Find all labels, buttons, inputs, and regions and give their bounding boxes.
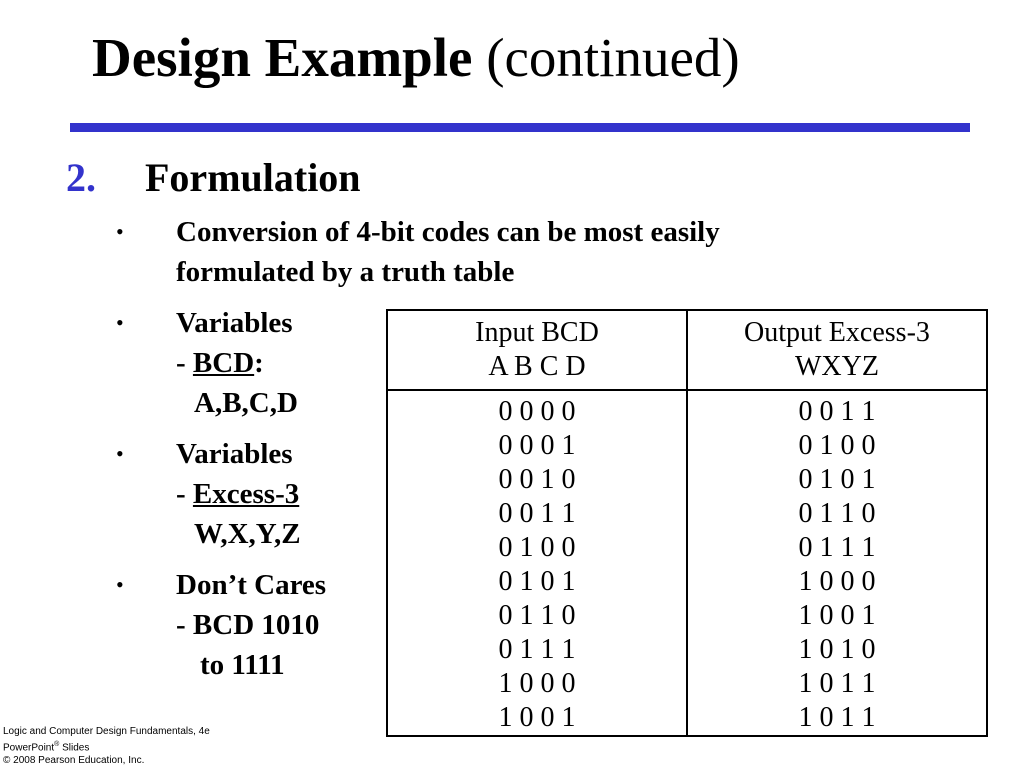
table-row [387, 599, 987, 633]
excess3-cell: 1 0 1 1 [798, 702, 876, 733]
section-title: Formulation [145, 155, 361, 200]
bcd-cell: 0 1 0 1 [387, 565, 687, 599]
bcd-cell: 0 0 1 1 [387, 497, 687, 531]
table-row [387, 667, 987, 701]
bcd-cell: 0 0 0 1 [387, 429, 687, 463]
footer-slides: Slides [59, 742, 90, 754]
header-output-excess3-line1: Output Excess-3 [744, 317, 930, 348]
table-row [387, 633, 987, 667]
slide-footer [3, 725, 210, 767]
bullet-bcd-line2 [176, 343, 298, 383]
excess3-cell: 1 0 1 0 [798, 634, 876, 665]
bullet-excess3-line1: Variables [176, 438, 293, 470]
slide-title-bold: Design Example [92, 27, 473, 88]
bullet-marker: • [116, 219, 124, 244]
bcd-cell: 1 0 0 1 [387, 701, 687, 736]
bullet-excess3-line3: W,X,Y,Z [194, 518, 301, 550]
header-output-excess3 [687, 310, 987, 390]
excess3-cell: 1 0 1 1 [798, 668, 876, 699]
bullet-bcd-variables [176, 303, 298, 423]
bullet-marker: • [116, 441, 124, 466]
excess3-term: Excess-3 [192, 478, 300, 510]
bullet-excess3-prefix: - [176, 478, 193, 510]
bcd-cell: 0 0 0 0 [387, 390, 687, 429]
table-row [387, 429, 987, 463]
footer-slides-label [3, 738, 210, 754]
footer-registered-mark: ® [54, 741, 60, 748]
bcd-cell: 0 1 1 1 [387, 633, 687, 667]
bullet-excess3-line2 [176, 474, 301, 514]
slide-title-continued: (continued) [486, 27, 740, 88]
bullet-marker: • [116, 310, 124, 335]
bullet-marker: • [116, 572, 124, 597]
bullet-dont-cares [176, 565, 326, 685]
bullet-bcd-line3: A,B,C,D [194, 387, 298, 419]
section-number: 2. [66, 155, 96, 200]
bullet-excess3-variables [176, 434, 301, 554]
bullet-dont-cares-line3: to 1111 [200, 649, 285, 681]
excess3-cell: 0 1 1 0 [798, 498, 876, 529]
excess3-cell: 0 1 1 1 [798, 532, 876, 563]
bullet-bcd-line1: Variables [176, 307, 293, 339]
slide-title [92, 22, 740, 94]
header-input-bcd-line1: Input BCD [475, 317, 599, 348]
table-row [387, 531, 987, 565]
excess3-cell: 0 0 1 1 [798, 396, 876, 427]
header-input-bcd-line2: A B C D [488, 351, 586, 382]
header-input-bcd [387, 310, 687, 390]
excess3-cell: 1 0 0 0 [798, 566, 876, 597]
bullet-conversion-line1: Conversion of 4-bit codes can be most easily [176, 216, 720, 248]
excess3-cell: 1 0 0 1 [798, 600, 876, 631]
truth-table-header-row [387, 310, 987, 390]
bcd-cell: 0 0 1 0 [387, 463, 687, 497]
bcd-term: BCD [192, 347, 255, 379]
bcd-cell: 1 0 0 0 [387, 667, 687, 701]
title-divider [70, 123, 970, 132]
footer-powerpoint: PowerPoint [3, 742, 55, 754]
excess3-cell: 0 1 0 0 [798, 430, 876, 461]
table-row [387, 390, 987, 429]
footer-book-title: Logic and Computer Design Fundamentals, 4e [3, 726, 210, 737]
table-row [387, 701, 987, 736]
truth-table [386, 309, 988, 737]
bullet-dont-cares-line2: - BCD 1010 [176, 609, 320, 641]
header-output-excess3-line2: WXYZ [794, 351, 879, 382]
bullet-conversion [176, 212, 720, 292]
bullet-bcd-prefix: - [176, 347, 193, 379]
table-row [387, 497, 987, 531]
bullet-bcd-suffix: : [254, 347, 264, 379]
table-row [387, 565, 987, 599]
bullet-conversion-line2: formulated by a truth table [176, 256, 515, 288]
table-row [387, 463, 987, 497]
bcd-cell: 0 1 1 0 [387, 599, 687, 633]
excess3-cell: 0 1 0 1 [798, 464, 876, 495]
bcd-cell: 0 1 0 0 [387, 531, 687, 565]
footer-copyright: © 2008 Pearson Education, Inc. [3, 755, 145, 767]
bullet-dont-cares-line1: Don’t Cares [176, 569, 327, 601]
